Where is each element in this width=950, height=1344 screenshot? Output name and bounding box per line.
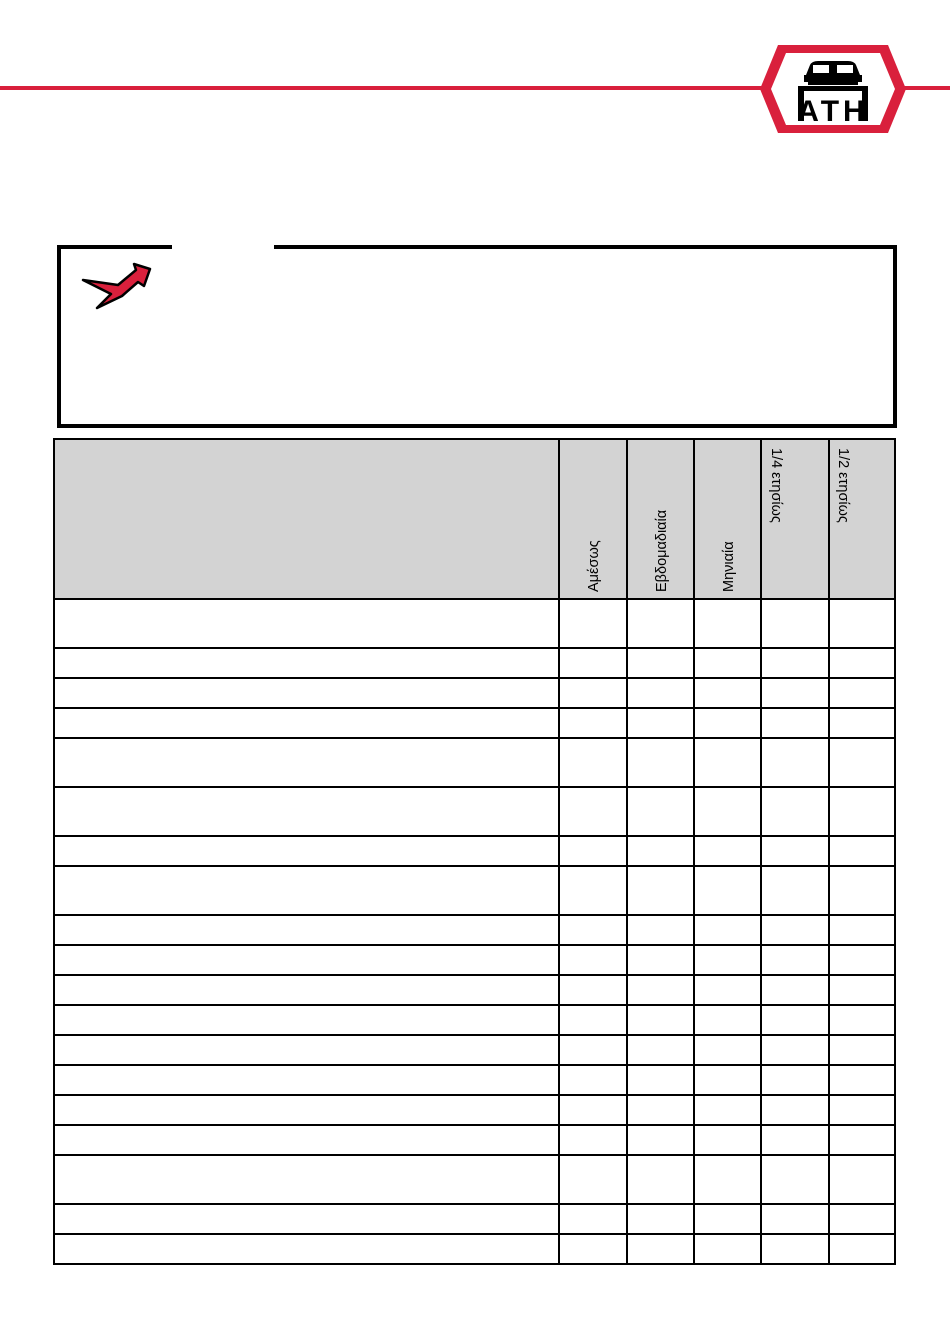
row-check-cell [760, 1066, 828, 1094]
row-check-cell [626, 649, 694, 677]
row-description-cell [55, 1096, 558, 1124]
row-check-cell [828, 649, 894, 677]
row-check-cell [693, 946, 760, 974]
row-check-cell [693, 1126, 760, 1154]
row-check-cell [760, 1126, 828, 1154]
row-check-cell [760, 867, 828, 914]
row-description-cell [55, 1066, 558, 1094]
header-description-cell [55, 440, 558, 598]
table-row [55, 1154, 894, 1203]
row-check-cell [558, 649, 626, 677]
row-check-cell [693, 1006, 760, 1034]
row-check-cell [626, 1066, 694, 1094]
row-description-cell [55, 976, 558, 1004]
row-check-cell [760, 1036, 828, 1064]
row-check-cell [626, 1205, 694, 1233]
table-body [55, 598, 894, 1263]
row-description-cell [55, 1205, 558, 1233]
table-row [55, 786, 894, 835]
row-check-cell [760, 679, 828, 707]
row-description-cell [55, 679, 558, 707]
header-cell-weekly [626, 440, 694, 598]
table-row [55, 1064, 894, 1094]
row-check-cell [693, 788, 760, 835]
header-cell-monthly [693, 440, 760, 598]
row-check-cell [828, 916, 894, 944]
row-check-cell [760, 649, 828, 677]
table-row [55, 1034, 894, 1064]
row-check-cell [626, 788, 694, 835]
row-check-cell [760, 709, 828, 737]
row-check-cell [693, 867, 760, 914]
notice-title-gap [172, 240, 274, 252]
row-description-cell [55, 709, 558, 737]
maintenance-table [53, 438, 896, 1265]
table-row [55, 707, 894, 737]
row-check-cell [626, 600, 694, 647]
row-check-cell [558, 1156, 626, 1203]
row-check-cell [760, 1006, 828, 1034]
header-cell-quarterly [760, 440, 828, 598]
row-check-cell [760, 837, 828, 865]
row-check-cell [760, 946, 828, 974]
row-check-cell [760, 739, 828, 786]
row-check-cell [626, 1036, 694, 1064]
row-check-cell [828, 709, 894, 737]
row-description-cell [55, 1235, 558, 1263]
row-check-cell [828, 1096, 894, 1124]
row-check-cell [558, 1006, 626, 1034]
row-check-cell [693, 1156, 760, 1203]
header-cell-semiannual [828, 440, 894, 598]
row-check-cell [558, 1235, 626, 1263]
table-row [55, 1233, 894, 1263]
row-check-cell [693, 916, 760, 944]
row-check-cell [693, 976, 760, 1004]
header-label: 1/2 ετησίως [835, 448, 852, 523]
red-arrow-icon [80, 262, 152, 312]
header-cell-immediately [558, 440, 626, 598]
row-description-cell [55, 788, 558, 835]
row-check-cell [693, 679, 760, 707]
table-row [55, 1004, 894, 1034]
row-description-cell [55, 837, 558, 865]
row-check-cell [828, 867, 894, 914]
header-label: 1/4 ετησίως [768, 448, 785, 523]
row-check-cell [693, 600, 760, 647]
row-check-cell [626, 1126, 694, 1154]
row-check-cell [828, 976, 894, 1004]
row-description-cell [55, 1036, 558, 1064]
header-label: Αμέσως [585, 540, 602, 592]
row-check-cell [626, 1096, 694, 1124]
logo-lettering: ATH [797, 95, 869, 128]
row-description-cell [55, 946, 558, 974]
row-check-cell [693, 1205, 760, 1233]
table-row [55, 835, 894, 865]
row-check-cell [626, 837, 694, 865]
row-check-cell [558, 600, 626, 647]
table-row [55, 944, 894, 974]
row-check-cell [828, 679, 894, 707]
table-row [55, 647, 894, 677]
row-check-cell [558, 946, 626, 974]
table-row [55, 598, 894, 647]
row-check-cell [760, 788, 828, 835]
row-check-cell [558, 788, 626, 835]
row-check-cell [760, 1096, 828, 1124]
row-check-cell [626, 867, 694, 914]
row-check-cell [626, 739, 694, 786]
row-check-cell [558, 1036, 626, 1064]
row-check-cell [760, 1205, 828, 1233]
row-check-cell [693, 837, 760, 865]
row-check-cell [626, 916, 694, 944]
row-check-cell [828, 1126, 894, 1154]
row-check-cell [626, 679, 694, 707]
row-check-cell [558, 1205, 626, 1233]
row-description-cell [55, 1006, 558, 1034]
row-description-cell [55, 867, 558, 914]
row-description-cell [55, 1126, 558, 1154]
row-check-cell [693, 649, 760, 677]
row-check-cell [693, 1235, 760, 1263]
table-row [55, 865, 894, 914]
row-check-cell [693, 1066, 760, 1094]
row-check-cell [828, 1205, 894, 1233]
row-check-cell [626, 976, 694, 1004]
row-check-cell [558, 1066, 626, 1094]
row-check-cell [558, 1096, 626, 1124]
table-row [55, 914, 894, 944]
row-check-cell [760, 1235, 828, 1263]
table-row [55, 677, 894, 707]
row-check-cell [558, 976, 626, 1004]
row-check-cell [828, 1156, 894, 1203]
row-description-cell [55, 649, 558, 677]
row-check-cell [558, 709, 626, 737]
row-check-cell [626, 1235, 694, 1263]
row-check-cell [828, 1036, 894, 1064]
row-check-cell [828, 788, 894, 835]
row-check-cell [693, 739, 760, 786]
row-check-cell [693, 1096, 760, 1124]
row-check-cell [626, 1156, 694, 1203]
row-check-cell [828, 739, 894, 786]
row-check-cell [760, 976, 828, 1004]
row-description-cell [55, 916, 558, 944]
row-check-cell [558, 679, 626, 707]
row-check-cell [558, 916, 626, 944]
row-description-cell [55, 739, 558, 786]
row-check-cell [828, 1235, 894, 1263]
row-check-cell [828, 837, 894, 865]
row-check-cell [626, 709, 694, 737]
row-description-cell [55, 1156, 558, 1203]
table-row [55, 1094, 894, 1124]
row-description-cell [55, 600, 558, 647]
table-row [55, 1203, 894, 1233]
row-check-cell [626, 1006, 694, 1034]
row-check-cell [693, 709, 760, 737]
row-check-cell [760, 600, 828, 647]
table-row [55, 974, 894, 1004]
header-label: Μηνιαία [720, 541, 737, 592]
row-check-cell [828, 946, 894, 974]
row-check-cell [626, 946, 694, 974]
row-check-cell [558, 867, 626, 914]
row-check-cell [558, 739, 626, 786]
row-check-cell [828, 1006, 894, 1034]
table-row [55, 737, 894, 786]
row-check-cell [828, 600, 894, 647]
row-check-cell [828, 1066, 894, 1094]
row-check-cell [558, 1126, 626, 1154]
notice-box [57, 245, 897, 428]
row-check-cell [760, 1156, 828, 1203]
row-check-cell [760, 916, 828, 944]
row-check-cell [558, 837, 626, 865]
table-row [55, 1124, 894, 1154]
ath-logo [758, 42, 908, 136]
table-header-row [55, 440, 894, 598]
header-label: Εβδομαδιαία [653, 509, 670, 592]
row-check-cell [693, 1036, 760, 1064]
